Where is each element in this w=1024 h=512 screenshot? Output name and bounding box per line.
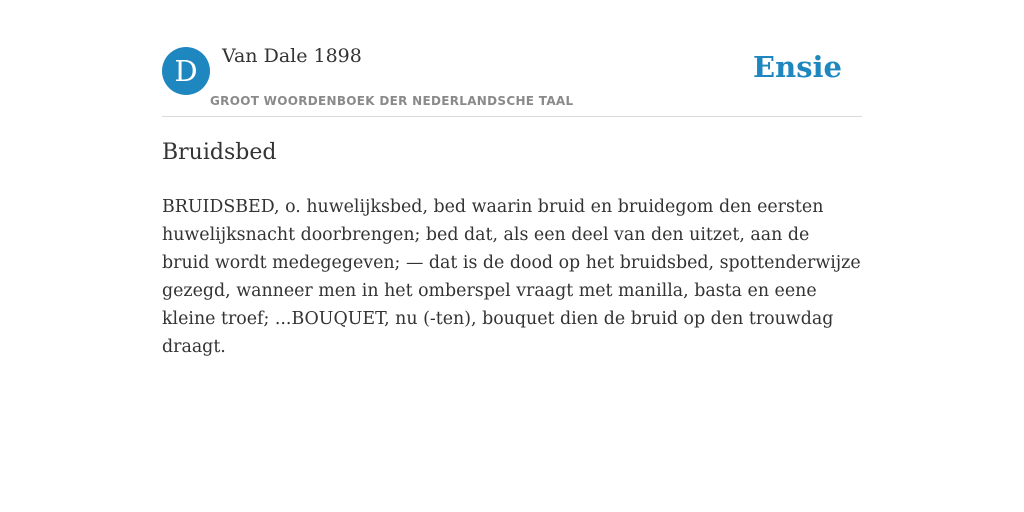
source-title[interactable]: Van Dale 1898 xyxy=(222,45,362,67)
entry-definition: BRUIDSBED, o. huwelijksbed, bed waarin bruid en bruidegom den eersten huwelijksnacht doorbrengen; bed dat, als een deel van den uitzet, aan de bruid wordt medegegeven; — dat is de dood op het bruidsbed, spottenderwijze gezegd, wanneer men in het omberspel vraagt met manilla, basta en eene kleine troef; ...BOUQUET, nu (-ten), bouquet dien de bruid op den trouwdag draagt. xyxy=(162,197,861,357)
source-header xyxy=(162,0,862,117)
source-subtitle: GROOT WOORDENBOEK DER NEDERLANDSCHE TAAL xyxy=(210,94,574,108)
entry-title: Bruidsbed xyxy=(162,140,277,165)
avatar: D xyxy=(162,47,210,95)
ensie-logo[interactable]: Ensie xyxy=(753,50,842,84)
